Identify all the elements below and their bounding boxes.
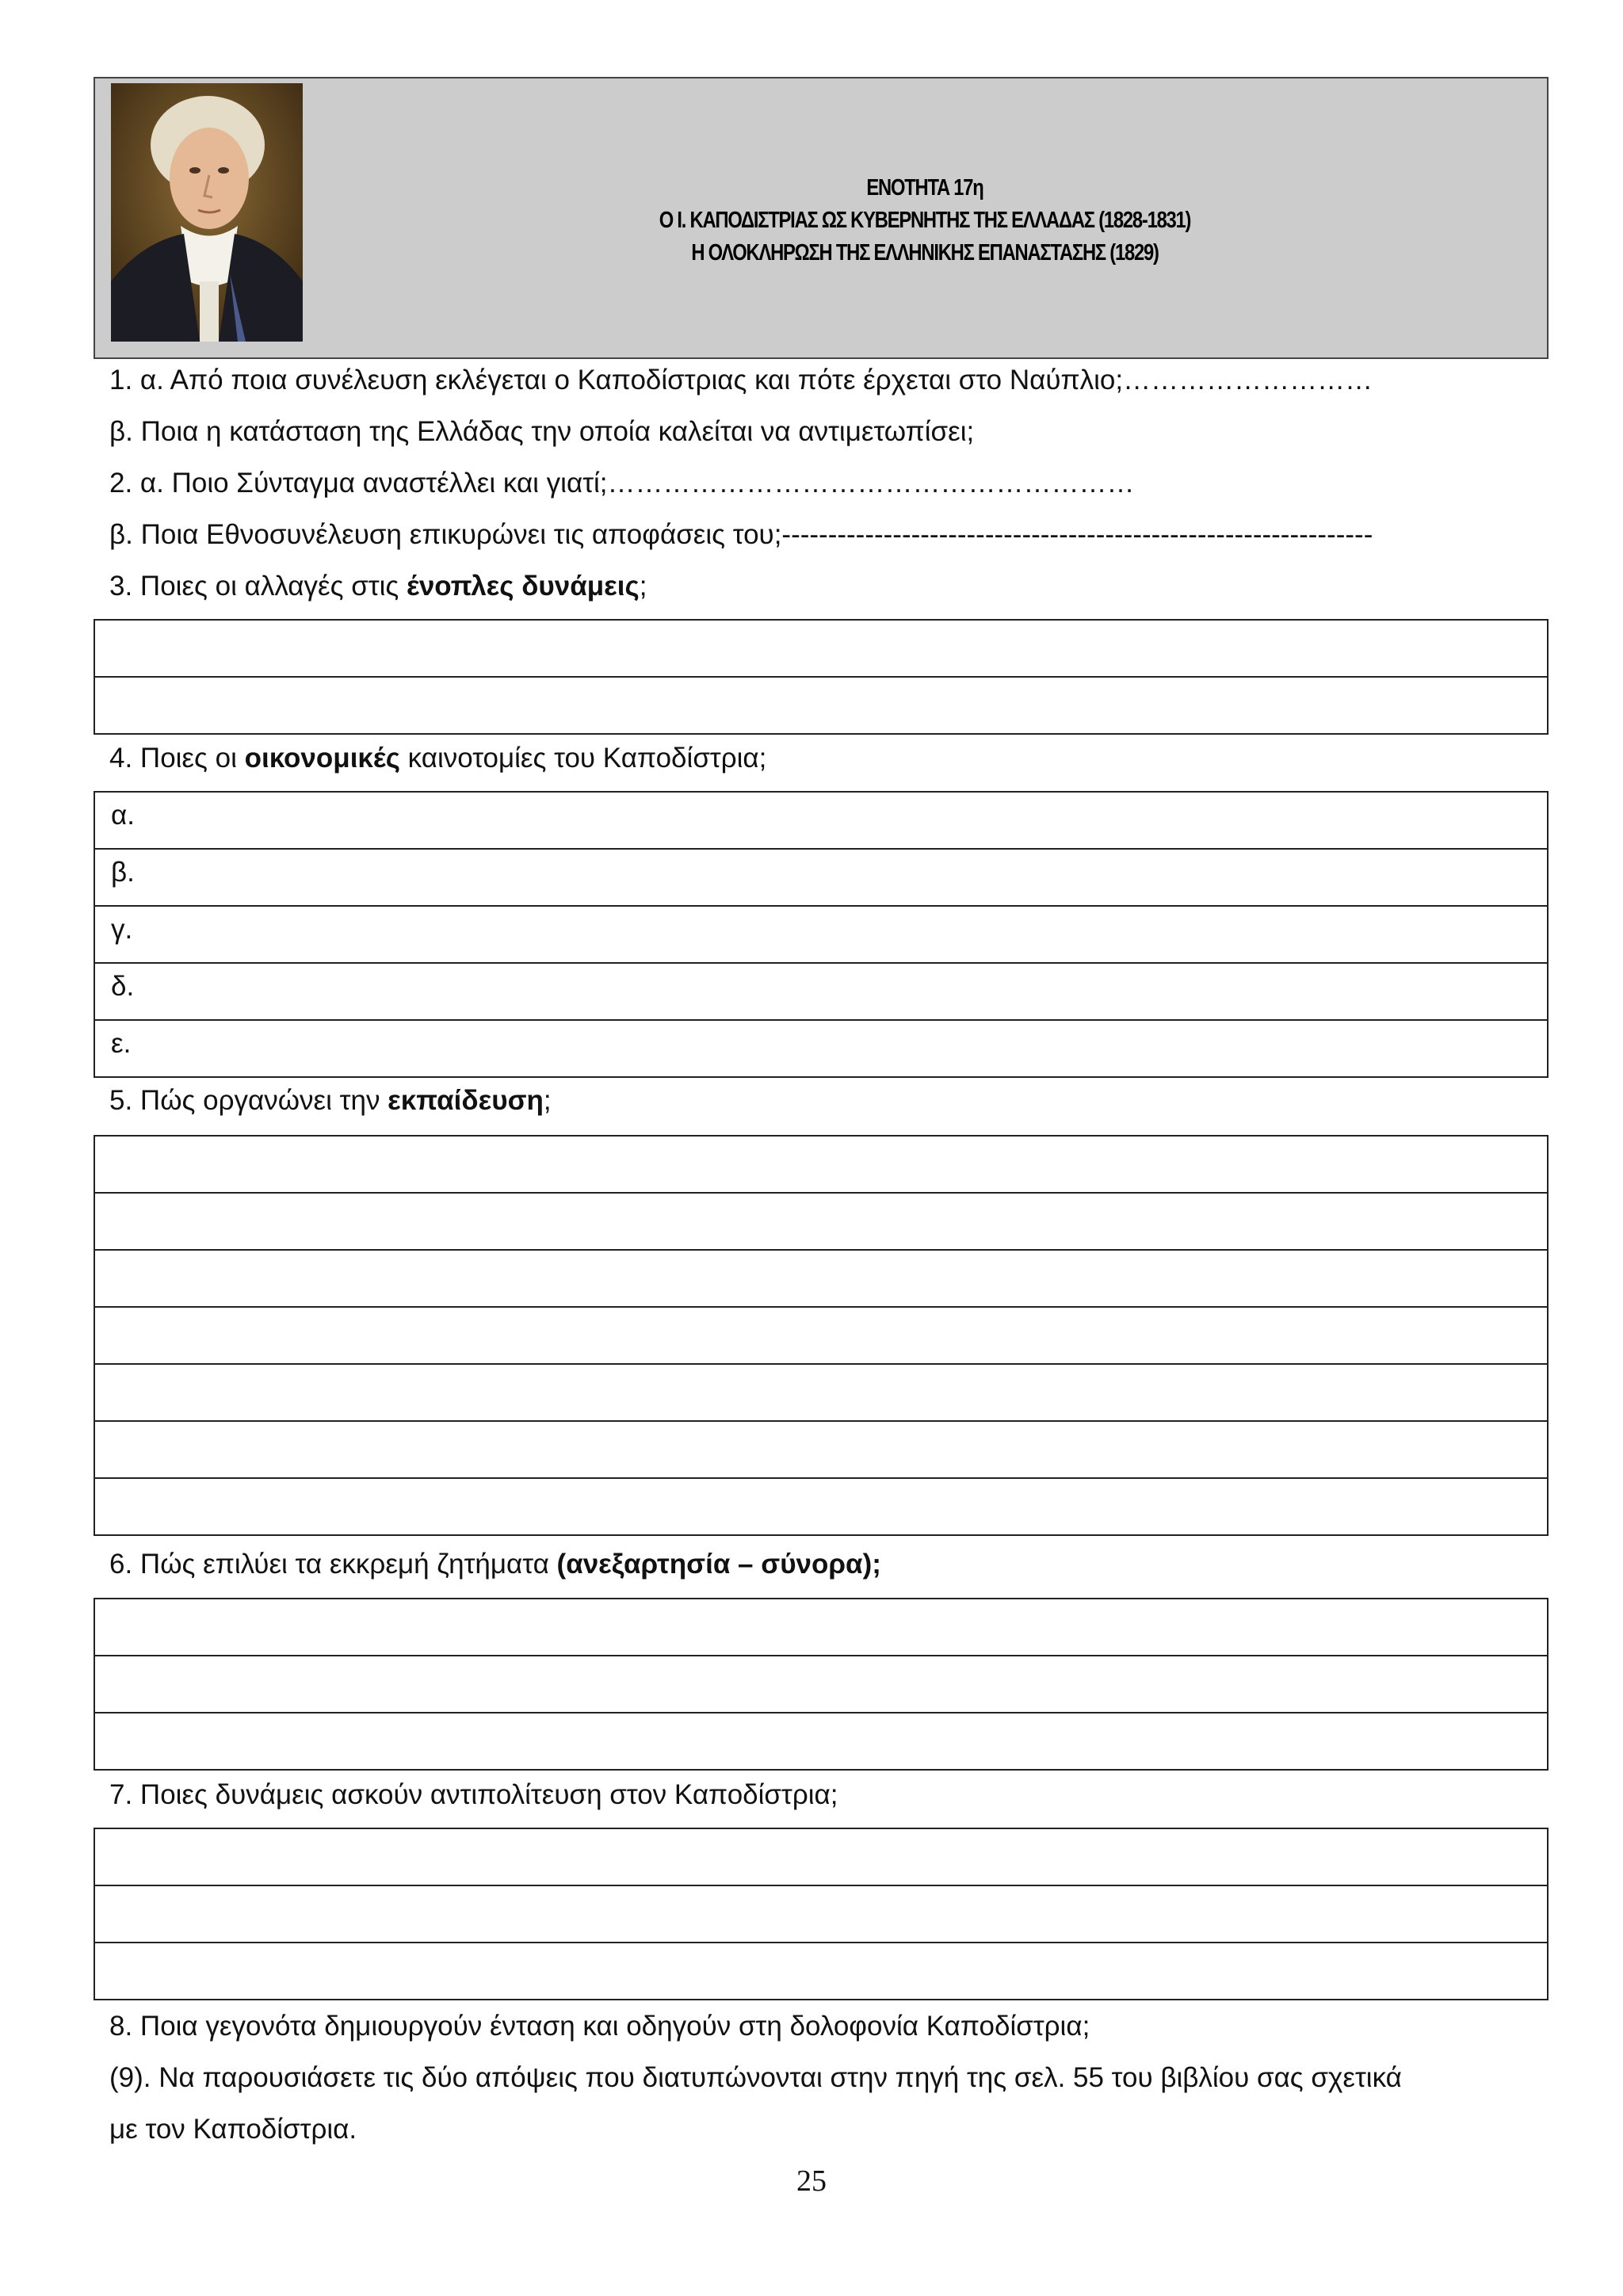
answer-row[interactable] <box>94 1136 1548 1193</box>
page-number: 25 <box>796 2164 827 2198</box>
answer-row[interactable] <box>94 1828 1548 1885</box>
answer-row[interactable]: γ. <box>94 906 1548 963</box>
answer-row[interactable] <box>94 1364 1548 1421</box>
question-9-line-1: (9). Να παρουσιάσετε τις δύο απόψεις που διατυπώνονται στην πηγή της σελ. 55 του βιβλίου σας σχετικά <box>109 2062 1402 2093</box>
answer-row[interactable] <box>94 1599 1548 1656</box>
answer-row[interactable]: α. <box>94 792 1548 849</box>
answer-row[interactable] <box>94 1713 1548 1770</box>
question-6: 6. Πώς επιλύει τα εκκρεμή ζητήματα (ανεξαρτησία – σύνορα); <box>109 1549 881 1580</box>
answer-row[interactable] <box>94 620 1548 677</box>
answer-row[interactable] <box>94 1250 1548 1307</box>
question-5: 5. Πώς οργανώνει την εκπαίδευση; <box>109 1085 552 1116</box>
answer-row[interactable] <box>94 1478 1548 1535</box>
header-box <box>94 77 1549 359</box>
answer-row[interactable] <box>94 677 1548 734</box>
question-1a: 1. α. Από ποια συνέλευση εκλέγεται ο Καποδίστριας και πότε έρχεται στο Ναύπλιο;……………………… <box>109 365 1373 395</box>
unit-title: ΕΝΟΤΗΤΑ 17η <box>866 175 983 201</box>
answer-table-q5 <box>94 1135 1549 1536</box>
unit-subtitle: Ο Ι. ΚΑΠΟΔΙΣΤΡΙΑΣ ΩΣ ΚΥΒΕΡΝΗΤΗΣ ΤΗΣ ΕΛΛΑΔΑΣ (1828-1831) <box>659 208 1191 233</box>
answer-row[interactable] <box>94 1307 1548 1364</box>
answer-row[interactable] <box>94 1421 1548 1478</box>
question-2a: 2. α. Ποιο Σύνταγμα αναστέλλει και γιατί;………………………………………………… <box>109 468 1135 499</box>
question-4: 4. Ποιες οι οικονομικές καινοτομίες του Καποδίστρια; <box>109 743 767 774</box>
question-1b: β. Ποια η κατάσταση της Ελλάδας την οποία καλείται να αντιμετωπίσει; <box>109 416 975 447</box>
answer-table-q6 <box>94 1598 1549 1771</box>
portrait-image <box>111 83 303 342</box>
answer-table-q4 <box>94 791 1549 1078</box>
answer-row[interactable] <box>94 1193 1548 1250</box>
question-7: 7. Ποιες δυνάμεις ασκούν αντιπολίτευση στον Καποδίστρια; <box>109 1779 838 1810</box>
answer-row[interactable]: β. <box>94 849 1548 906</box>
question-3: 3. Ποιες οι αλλαγές στις ένοπλες δυνάμεις; <box>109 571 647 602</box>
answer-row[interactable] <box>94 1885 1548 1943</box>
unit-subtitle-2: Η ΟΛΟΚΛΗΡΩΣΗ ΤΗΣ ΕΛΛΗΝΙΚΗΣ ΕΠΑΝΑΣΤΑΣΗΣ (1829) <box>691 240 1159 266</box>
answer-row[interactable]: δ. <box>94 963 1548 1020</box>
answer-row[interactable] <box>94 1656 1548 1713</box>
question-9-line-2: με τον Καποδίστρια. <box>109 2114 357 2145</box>
answer-row[interactable]: ε. <box>94 1020 1548 1077</box>
question-2b: β. Ποια Εθνοσυνέλευση επικυρώνει τις αποφάσεις του;---------------------------------------------------------------- <box>109 519 1373 550</box>
header-titles <box>414 172 1434 269</box>
answer-row[interactable] <box>94 1943 1548 2000</box>
answer-table-q7 <box>94 1828 1549 2000</box>
question-8: 8. Ποια γεγονότα δημιουργούν ένταση και οδηγούν στη δολοφονία Καποδίστρια; <box>109 2011 1090 2042</box>
answer-table-q3 <box>94 619 1549 735</box>
